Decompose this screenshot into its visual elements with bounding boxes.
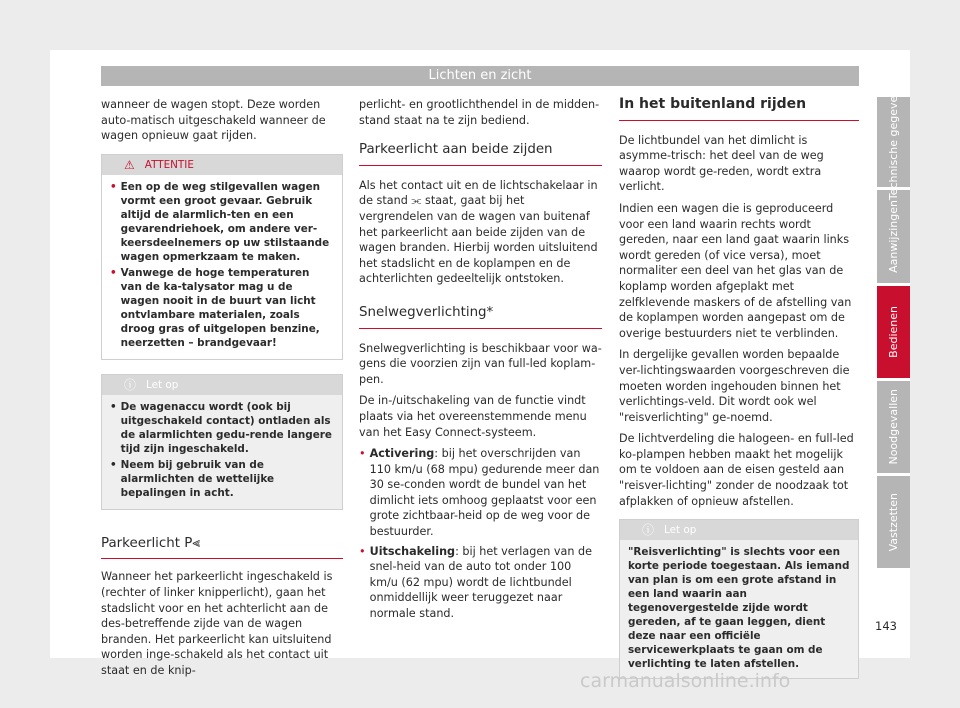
- column-2: [359, 97, 602, 624]
- list-item: • De wagenaccu wordt (ook bij uitgeschakeld contact) ontladen als de alarmlichten gedu-rende langere tijd zijn ingeschakeld.: [110, 400, 332, 455]
- warning-box: [101, 154, 343, 360]
- tab-bedienen[interactable]: Bedienen: [877, 286, 910, 378]
- list-item: • Uitschakeling: bij het verlagen van de snel-heid van de auto tot onder 100 km/u (62 mpu) wordt de lichtbundel onmiddellijk weer teruggezet naar normale stand.: [359, 544, 592, 621]
- bullet-icon: •: [110, 266, 117, 279]
- chapter-tabs: [877, 83, 910, 571]
- bullet-icon: •: [110, 400, 117, 413]
- body-paragraph: De lichtbundel van het dimlicht is asymme-trisch: het deel van de weg waarop wordt ge-reden, wordt extra verlicht.: [619, 133, 824, 194]
- column-1: [101, 97, 343, 685]
- bullet-icon: •: [110, 458, 117, 471]
- page-number: 143: [875, 619, 897, 633]
- list-item: • Een op de weg stilgevallen wagen vormt een groot gevaar. Gebruik altijd de alarmlich-ten en een gevarendriehoek, om andere ver-keersdeelnemers op uw stilstaande wagen opmerkzaam te maken.: [110, 180, 330, 263]
- intro-paragraph: perlicht- en grootlichthendel in de midden-stand staat na te zijn bediend.: [359, 98, 600, 127]
- column-3: [619, 97, 859, 679]
- note-box: [101, 374, 343, 510]
- tab-aanwijzingen[interactable]: Aanwijzingen: [877, 190, 910, 283]
- body-paragraph: Als het contact uit en de lichtschakelaar in de stand ⫘ staat, gaat bij het vergrendelen van de wagen van buitenaf het parkeerlicht aan beide zijden van de wagen branden. Hierbij worden uitsluitend het stadslicht en de koplampen en de achterlichten gedeeltelijk ontstoken.: [359, 178, 598, 286]
- page-header: Lichten en zicht: [101, 66, 859, 86]
- list-item: • Activering: bij het overschrijden van 110 km/u (68 mpu) gedurende meer dan 30 se-conden wordt de bundel van het dimlicht iets omhoog geplaatst voor een grote zichtbaar-heid op de weg voor de bestuurder.: [359, 447, 600, 539]
- info-icon: ⓘ: [642, 523, 655, 538]
- section-heading-motorway-light: Snelwegverlichting*: [359, 305, 602, 329]
- tab-vastzetten[interactable]: Vastzetten: [877, 476, 910, 568]
- body-paragraph: Snelwegverlichting is beschikbaar voor wa-gens die voorzien zijn van full-led koplam-pen.: [359, 341, 602, 386]
- body-paragraph: De lichtverdeling die halogeen- en full-led ko-plampen hebben maakt het mogelijk om te voldoen aan de eisen gesteld aan "reisver-lichting" zonder de noodzaak tot afplakken of opnieuw afstellen.: [619, 432, 854, 508]
- bullet-icon: •: [359, 447, 366, 461]
- watermark: carmanualsonline.info: [580, 670, 791, 692]
- tab-noodgevallen[interactable]: Noodgevallen: [877, 381, 910, 473]
- body-paragraph: In dergelijke gevallen worden bepaalde ver-lichtingswaarden voorgeschreven die moeten worden ingehouden binnen het verlichtings-veld. Dit wordt ook wel "reisverlichting" ge-noemd.: [619, 348, 850, 424]
- note-label: Let op: [146, 378, 179, 391]
- warning-triangle-icon: ⚠: [124, 157, 135, 172]
- bullet-icon: •: [110, 180, 117, 193]
- info-icon: ⓘ: [124, 377, 137, 392]
- bullet-icon: •: [359, 544, 366, 558]
- body-paragraph: Wanneer het parkeerlicht ingeschakeld is (rechter of linker knipperlicht), gaan het stadslicht voor en het achterlicht aan de des-betreffende zijde van de wagen branden. Het parkeerlicht kan uitsluitend worden inge-schakeld als het contact uit staat en de knip-: [101, 570, 333, 677]
- warning-label: ATTENTIE: [144, 158, 194, 171]
- section-heading-parkeerlicht: Parkeerlicht P⫷: [101, 536, 343, 560]
- list-item: • Vanwege de hoge temperaturen van de ka-talysator mag u de wagen nooit in de buurt van licht ontvlambare materialen, zoals droog gras of uitgelopen benzine, neerzetten – brandgevaar!: [110, 266, 320, 349]
- body-paragraph: Indien een wagen die is geproduceerd voor een land waarin rechts wordt gereden, naar een land gaat waarin links wordt gereden (of vice versa), moet normaliter een deel van het glas van de koplamp worden afgeplakt met zelfklevende maskers of de afstelling van de koplampen worden aangepast om de overige bestuurders niet te verblinden.: [619, 201, 852, 340]
- list-item: • Neem bij gebruik van de alarmlichten de wettelijke bepalingen in acht.: [110, 458, 274, 499]
- parking-light-icon: P⫷: [184, 535, 200, 551]
- section-heading-both-sides: Parkeerlicht aan beide zijden: [359, 142, 602, 166]
- section-heading-abroad: In het buitenland rijden: [619, 97, 859, 121]
- note-label: Let op: [664, 524, 697, 537]
- body-paragraph: De in-/uitschakeling van de functie vindt plaats via het overeenstemmende menu van het Easy Connect-systeem.: [359, 394, 587, 439]
- intro-paragraph: wanneer de wagen stopt. Deze worden auto-matisch uitgeschakeld wanneer de wagen opnieuw gaat rijden.: [101, 98, 326, 143]
- tab-technische-gegevens[interactable]: Technische gegevens: [877, 97, 910, 187]
- note-box: ⓘ Let op "Reisverlichting" is slechts voor een korte periode toegestaan. Als iemand van plan is om een grote afstand in een land waarin aan tegenovergestelde zijde wordt gereden, af te gaan leggen, dient deze naar een officiële servicewerkplaats te gaan om de verlichting te laten afstellen.: [619, 519, 859, 679]
